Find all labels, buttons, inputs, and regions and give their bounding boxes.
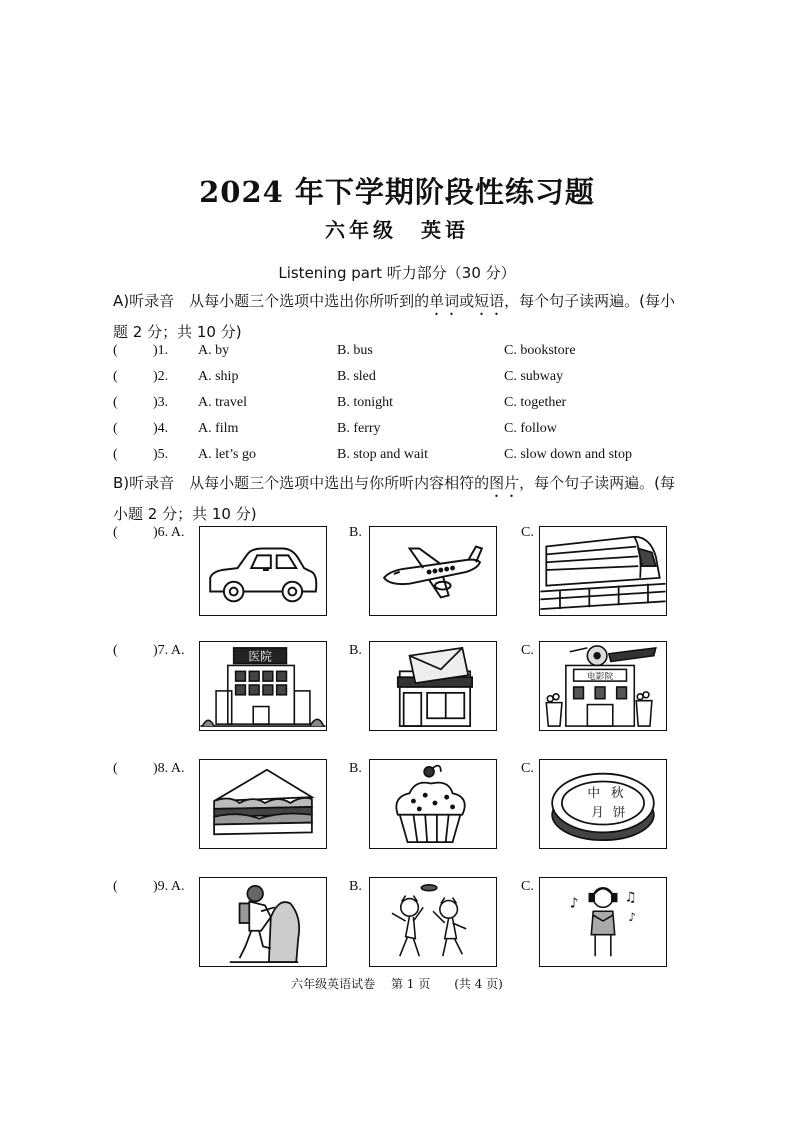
question-row [113, 421, 673, 447]
answer-blank[interactable]: ( [113, 761, 118, 776]
mooncake-text: 饼 [612, 804, 626, 820]
question-number: )1. [153, 343, 169, 358]
answer-blank[interactable]: ( [113, 447, 118, 462]
option-b-label: B. [349, 643, 362, 658]
train-icon[interactable] [539, 526, 667, 616]
option-b: B. stop and wait [337, 447, 428, 462]
option-c: C. slow down and stop [504, 447, 632, 462]
option-b-label: B. [349, 761, 362, 776]
question-number: )9. A. [153, 879, 185, 894]
option-c-label: C. [521, 879, 534, 894]
flying-disc-icon[interactable] [369, 877, 497, 967]
question-number: )4. [153, 421, 169, 436]
option-b-label: B. [349, 879, 362, 894]
answer-blank[interactable]: ( [113, 879, 118, 894]
post-office-icon[interactable] [369, 641, 497, 731]
answer-blank[interactable]: ( [113, 395, 118, 410]
option-c: C. bookstore [504, 343, 576, 358]
mooncake-text: 中 [587, 785, 601, 801]
option-c: C. together [504, 395, 567, 410]
option-a: A. let’s go [198, 447, 256, 462]
sandwich-icon[interactable] [199, 759, 327, 849]
answer-blank[interactable]: ( [113, 421, 118, 436]
hospital-icon[interactable] [199, 641, 327, 731]
cupcake-icon[interactable] [369, 759, 497, 849]
option-b: B. bus [337, 343, 373, 358]
option-b: B. ferry [337, 421, 381, 436]
option-b: B. sled [337, 369, 376, 384]
question-number: )2. [153, 369, 169, 384]
answer-blank[interactable]: ( [113, 369, 118, 384]
option-a: A. ship [198, 369, 239, 384]
page-subtitle: 六年级 英语 [325, 218, 469, 242]
option-c-label: C. [521, 761, 534, 776]
rock-climbing-icon[interactable] [199, 877, 327, 967]
answer-blank[interactable]: ( [113, 525, 118, 540]
question-row [113, 369, 673, 395]
page-title: 2024 年下学期阶段性练习题 [199, 175, 595, 209]
mooncake-text: 月 [591, 804, 604, 820]
question-number: )5. [153, 447, 169, 462]
answer-blank[interactable]: ( [113, 643, 118, 658]
cinema-sign-text: 电影院 [586, 672, 614, 683]
question-row [113, 343, 673, 369]
question-number: )7. A. [153, 643, 185, 658]
svg-text:♪: ♪ [628, 910, 636, 925]
airplane-icon[interactable] [369, 526, 497, 616]
question-row [113, 395, 673, 421]
music-listening-icon[interactable] [539, 877, 667, 967]
option-c: C. follow [504, 421, 557, 436]
option-c: C. subway [504, 369, 564, 384]
option-a: A. travel [198, 395, 247, 410]
car-icon[interactable] [199, 526, 327, 616]
section-b-instructions: B)听录音 从每小题三个选项中选出与你所听内容相符的图片，每个句子读两遍。(每小题 2 分；共 10 分) [113, 474, 676, 523]
mooncake-text: 秋 [610, 785, 624, 801]
mooncake-icon[interactable] [539, 759, 667, 849]
question-number: )6. A. [153, 525, 185, 540]
cinema-icon[interactable] [539, 641, 667, 731]
page-footer: 六年级英语试卷 第 1 页 (共 4 页) [291, 977, 503, 991]
option-b-label: B. [349, 525, 362, 540]
section-a-instructions: A)听录音 从每小题三个选项中选出你所听到的单词或短语，每个句子读两遍。(每小题 2 分；共 10 分) [113, 292, 676, 341]
svg-text:♪: ♪ [569, 895, 579, 912]
option-b: B. tonight [337, 395, 394, 410]
answer-blank[interactable]: ( [113, 343, 118, 358]
option-a: A. film [198, 421, 239, 436]
svg-text:♫: ♫ [624, 889, 637, 906]
option-c-label: C. [521, 643, 534, 658]
question-number: )8. A. [153, 761, 185, 776]
option-a: A. by [198, 343, 230, 358]
hospital-sign-text: 医院 [248, 649, 272, 664]
question-number: )3. [153, 395, 169, 410]
listening-heading: Listening part 听力部分（30 分） [278, 264, 516, 282]
option-c-label: C. [521, 525, 534, 540]
